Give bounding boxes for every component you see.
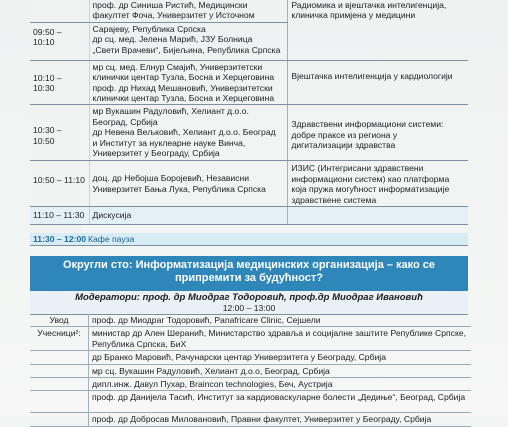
time-cell: 10:50 – 11:10: [30, 161, 89, 207]
participant-cell: др Бранко Маровић, Рачунарски центар Универзитета у Београду, Србија: [89, 351, 472, 364]
table-row: [30, 327, 471, 351]
table-row: [30, 351, 471, 364]
participant-cell: проф. др Добросав Миловановић, Правни факултет, Универзитет у Београду, Србија: [89, 413, 472, 426]
table-row: [30, 364, 471, 377]
time-cell: 11:10 – 11:30: [30, 207, 89, 225]
time-cell: 10:30 – 10:50: [30, 105, 89, 161]
speaker-cell: доц. др Небојша Боројевић, Независни Универзитет Бања Лука, Република Српска: [89, 161, 288, 207]
coffee-break-row: [30, 233, 468, 246]
table-row: [30, 413, 471, 426]
topic-cell: Здравствени информациони системи: добре праксе из региона у дигитализацији здравства: [288, 105, 468, 161]
break-label: Кафе пауза: [88, 234, 135, 244]
section-gap: [30, 246, 468, 256]
table-row: [30, 378, 471, 391]
table-row: [30, 391, 471, 413]
participants-table: [30, 314, 471, 427]
schedule-table: [30, 0, 468, 225]
participant-cell: проф. др Миодраг Тодоровић, Panafricare Clinic, Сејшели: [89, 314, 472, 327]
moderators-block: [30, 291, 468, 315]
table-row: [30, 207, 468, 225]
participants-label: Учесници²:: [30, 327, 89, 351]
speaker-cell: Сарајеву, Република Српска др сц. мед. Јелена Марић, ЈЗУ Болница „Свети Врачеви“, Бијељина, Република Српска: [89, 22, 288, 60]
roundtable-time: 12:00 – 13:00: [222, 303, 276, 313]
intro-label: Увод: [30, 314, 89, 327]
empty-label: [30, 364, 89, 377]
break-time: 11:30 – 12:00: [33, 234, 87, 244]
empty-label: [30, 351, 89, 364]
participant-cell: дипл.инж. Давул Пухар, Braincon technologies, Беч, Аустрија: [89, 378, 472, 391]
table-row: [30, 161, 468, 207]
time-cell: 10:10 – 10:30: [30, 60, 89, 105]
participant-cell: мр сц. Вукашин Радуловић, Хелиант д.о.о, Београд, Србија: [89, 364, 472, 377]
time-cell: [30, 0, 89, 22]
topic-cell: Вјештачка интелигенција у кардиологији: [288, 60, 468, 105]
empty-label: [30, 413, 89, 426]
empty-label: [30, 391, 89, 413]
empty-label: [30, 378, 89, 391]
participant-cell: министар др Ален Шеранић, Министарство здравља и социјалне заштите Републике Српске, Република Српска, БиХ: [89, 327, 472, 351]
speaker-cell: мр сц. мед. Елнур Смајић, Универзитетски клинички центар Тузла, Босна и Херцеговина проф. др Нихад Мешановић, Универзитетски клинички центар Тузла, Босна и Херцеговина: [89, 60, 288, 105]
table-row: [30, 105, 468, 161]
topic-cell: Радиомика и вјештачка интелигенција, клиничка примјена у медицини: [288, 0, 468, 60]
empty-cell: [288, 207, 468, 225]
discussion-cell: Дискусија: [89, 207, 288, 225]
table-row: [30, 60, 468, 105]
topic-cell: ИЗИС (Интегрисани здравствени информациони систем) као платформа која пружа могућност информатизације здравствене система: [288, 161, 468, 207]
speaker-cell: проф. др Синиша Ристић, Медицински факултет Фоча, Универзитет у Источном: [89, 0, 288, 22]
moderators-line: Модератори: проф. др Миодраг Тодоровић, проф.др Миодраг Ивановић: [75, 292, 423, 303]
participant-cell: проф. др Данијела Тасић, Институт за кардиоваскуларне болести „Дедиње“, Београд, Србија: [89, 391, 472, 413]
roundtable-title: Округли сто: Информатизација медицинских организација – како се припремити за будућност?: [30, 256, 468, 291]
table-row: [30, 314, 471, 327]
time-cell: 09:50 – 10:10: [30, 22, 89, 60]
speaker-cell: мр Вукашин Радуловић, Хелиант д.о.о. Београд, Србија др Невена Вељковић, Хелиант д.о.о. Београд и Институт за нуклеарне науке Винча, Универзитет у Београду, Србија: [89, 105, 288, 161]
table-row: [30, 0, 468, 22]
